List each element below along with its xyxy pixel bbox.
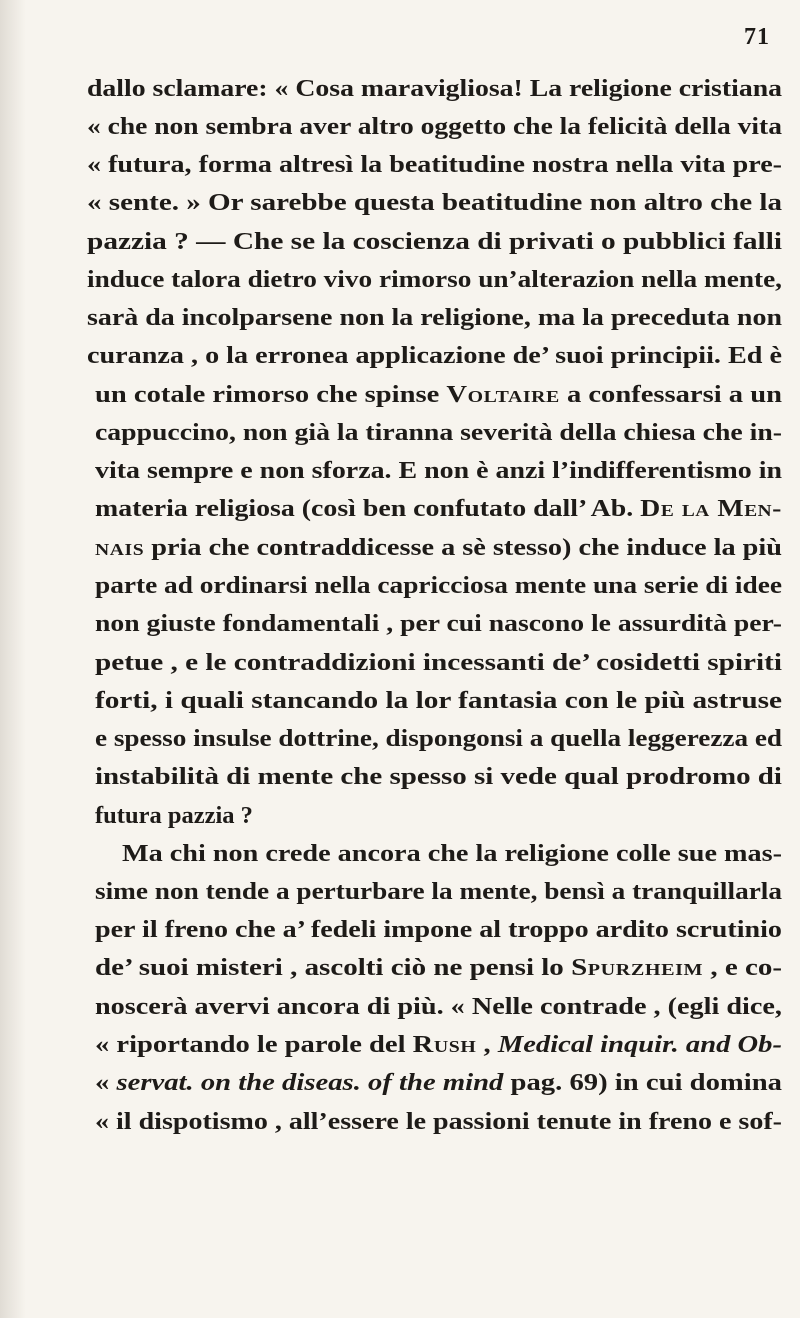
- text-line: [87, 227, 782, 257]
- text-line: [95, 953, 782, 983]
- text-line: [87, 74, 782, 104]
- small-caps-name: De la Men-: [640, 495, 783, 522]
- text-line: [87, 303, 782, 333]
- text-line: [95, 418, 782, 448]
- small-caps-name: Rush: [412, 1031, 477, 1058]
- text-run: « riportando le parole del: [95, 1031, 413, 1058]
- text-run: cappuccino, non già la tiranna severità della chiesa che in-: [95, 419, 783, 446]
- text-line: [95, 380, 782, 410]
- small-caps-name: Spurzheim: [571, 954, 704, 981]
- text-line: [95, 762, 782, 792]
- text-line: [95, 533, 782, 563]
- small-caps-name: nais: [95, 534, 145, 561]
- text-run: petue , e le contraddizioni incessanti de’ cosidetti spiriti: [95, 649, 782, 676]
- text-line: [87, 265, 782, 295]
- text-run: vita sempre e non sforza. E non è anzi l’indifferentismo in: [95, 457, 782, 484]
- text-line: [87, 150, 782, 180]
- text-line: [95, 571, 782, 601]
- binding-shadow: [0, 0, 26, 1318]
- text-run: ,: [476, 1031, 498, 1058]
- text-run: non giuste fondamentali , per cui nascono le assurdità per-: [95, 610, 783, 637]
- text-run: materia religiosa (così ben confutato dall’ Ab.: [95, 495, 641, 522]
- text-line: [95, 648, 782, 678]
- text-line: [95, 686, 782, 716]
- small-caps-name: Voltaire: [446, 381, 560, 408]
- text-run: induce talora dietro vivo rimorso un’alterazion nella mente,: [87, 266, 783, 293]
- text-line: [95, 877, 782, 907]
- text-line: [87, 188, 782, 218]
- text-line: [95, 801, 253, 831]
- text-run: « che non sembra aver altro oggetto che la felicità della vita: [87, 113, 782, 140]
- text-run: a confessarsi a un: [559, 381, 782, 408]
- text-run: futura pazzia ?: [95, 802, 253, 829]
- text-line: [95, 724, 782, 754]
- text-line: [95, 609, 782, 639]
- text-run: « futura, forma altresì la beatitudine nostra nella vita pre-: [87, 151, 783, 178]
- text-line: [95, 1107, 782, 1137]
- text-line: [87, 341, 782, 371]
- text-run: de’ suoi misteri , ascolti ciò ne pensi lo: [95, 954, 572, 981]
- text-run: sarà da incolparsene non la religione, ma la preceduta non: [87, 304, 783, 331]
- text-run: forti, i quali stancando la lor fantasia con le più astruse: [95, 687, 783, 714]
- text-run: sime non tende a perturbare la mente, bensì a tranquillarla: [95, 878, 783, 905]
- text-run: noscerà avervi ancora di più. « Nelle contrade , (egli dice,: [95, 993, 782, 1020]
- text-run: « il dispotismo , all’essere le passioni tenute in freno e sof-: [95, 1108, 783, 1135]
- text-run: pag. 69) in cui domina: [503, 1069, 783, 1096]
- page-number: 71: [744, 24, 770, 50]
- text-run: pazzia ? — Che se la coscienza di privati o pubblici falli: [87, 228, 782, 255]
- text-line: [95, 494, 782, 524]
- text-line: [95, 915, 782, 945]
- text-line: [122, 839, 782, 869]
- text-run: per il freno che a’ fedeli impone al troppo ardito scrutinio: [95, 916, 782, 943]
- text-run: dallo sclamare: « Cosa maravigliosa! La religione cristiana: [87, 75, 782, 102]
- text-run: Ma chi non crede ancora che la religione colle sue mas-: [122, 840, 782, 867]
- text-line: [95, 992, 782, 1022]
- text-line: [95, 1030, 782, 1060]
- text-run: curanza , o la erronea applicazione de’ suoi principii. Ed è: [87, 342, 782, 369]
- italic-citation: Medical inquir. and Ob-: [497, 1031, 782, 1058]
- text-line: [87, 112, 782, 142]
- text-line: [95, 1068, 782, 1098]
- text-run: pria che contraddicesse a sè stesso) che induce la più: [144, 534, 783, 561]
- text-run: «: [95, 1069, 117, 1096]
- italic-citation: servat. on the diseas. of the mind: [116, 1069, 504, 1096]
- text-line: [95, 456, 782, 486]
- text-run: parte ad ordinarsi nella capricciosa mente una serie di idee: [95, 572, 782, 599]
- text-run: e spesso insulse dottrine, dispongonsi a quella leggerezza ed: [95, 725, 782, 752]
- text-run: instabilità di mente che spesso si vede qual prodromo di: [95, 763, 782, 790]
- text-run: , e co-: [703, 954, 783, 981]
- text-run: « sente. » Or sarebbe questa beatitudine non altro che la: [87, 189, 782, 216]
- text-run: un cotale rimorso che spinse: [95, 381, 447, 408]
